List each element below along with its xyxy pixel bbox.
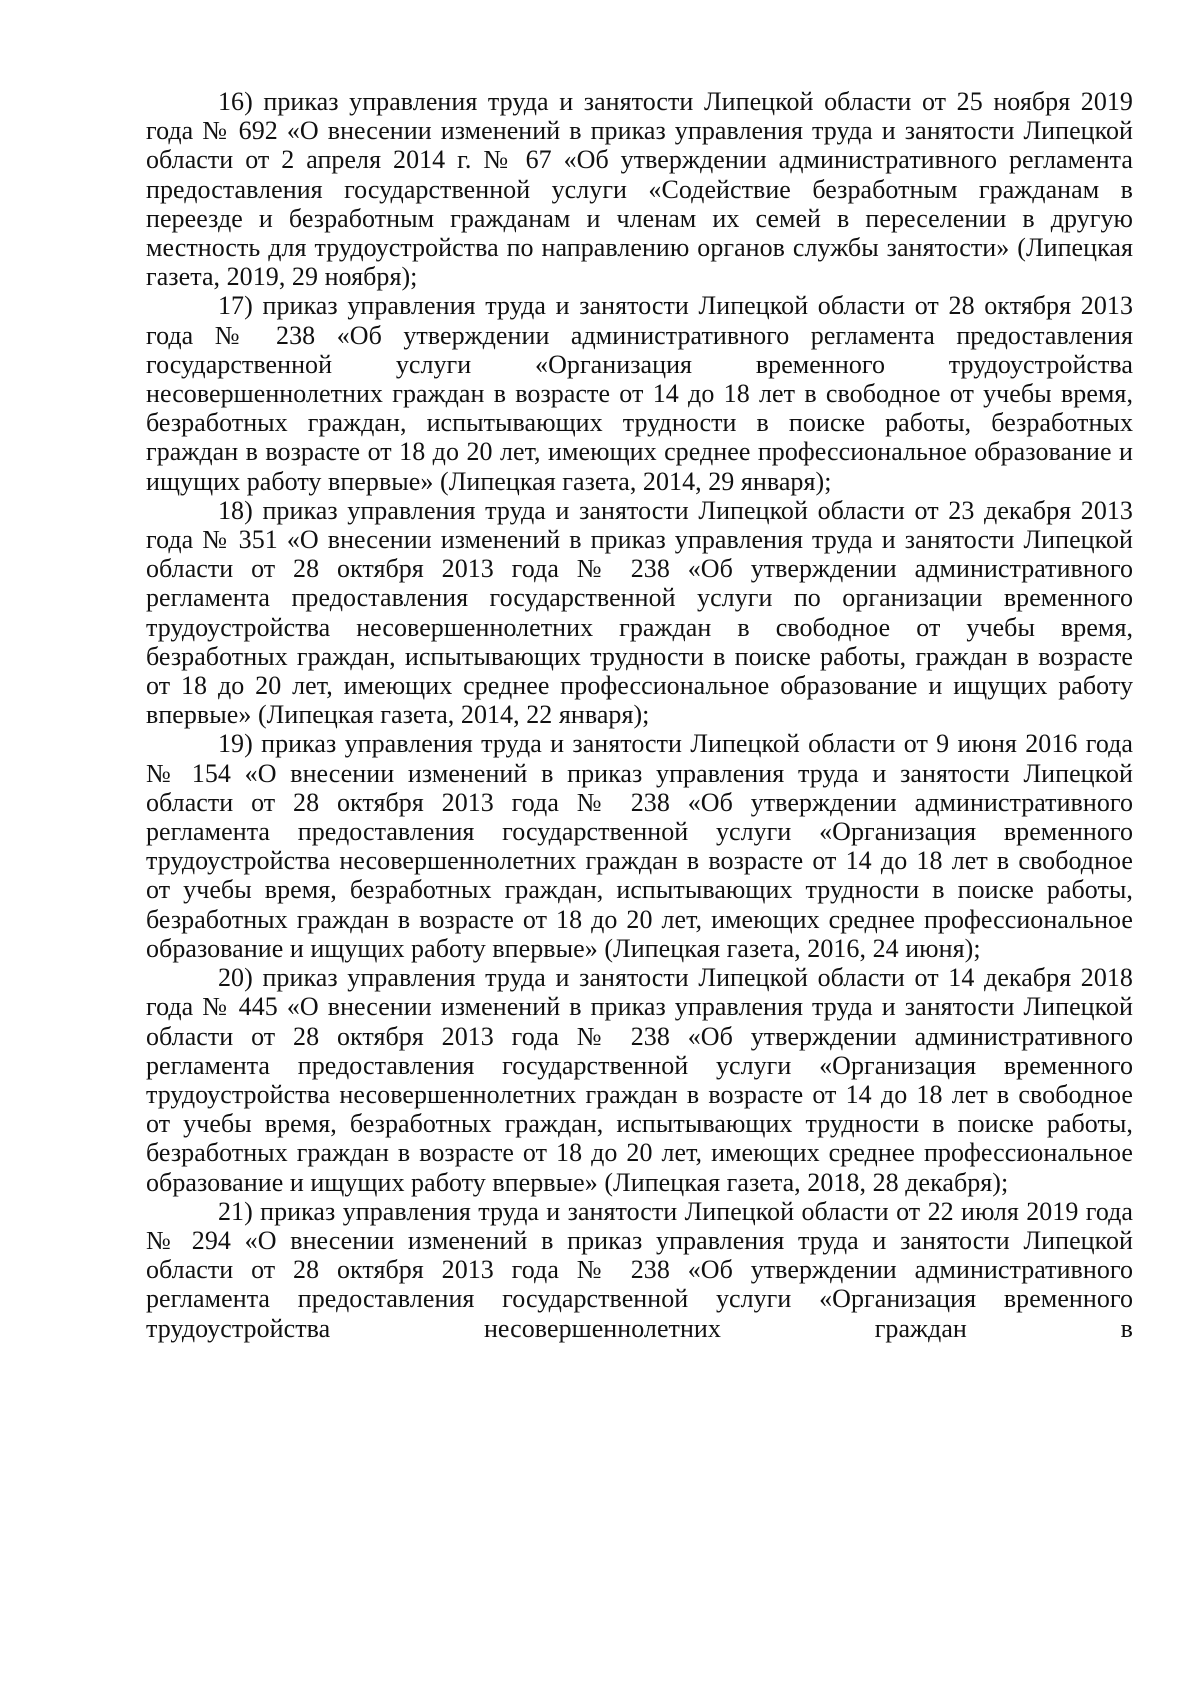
list-item-17: 17) приказ управления труда и занятости Липецкой области от 28 октября 2013 года № 238 «Об утверждении административного регламента предоставления государственной услуги «Организация временного трудоустройства несовершеннолетних граждан в возрасте от 14 до 18 лет в свободное от учебы время, безработных граждан, испытывающих трудности в поиске работы, безработных граждан в возрасте от 18 до 20 лет, имеющих среднее профессиональное образование и ищущих работу впервые» (Липецкая газета, 2014, 29 января); [146,291,1133,496]
list-item-20: 20) приказ управления труда и занятости Липецкой области от 14 декабря 2018 года № 445 «О внесении изменений в приказ управления труда и занятости Липецкой области от 28 октября 2013 года № 238 «Об утверждении административного регламента предоставления государственной услуги «Организация временного трудоустройства несовершеннолетних граждан в возрасте от 14 до 18 лет в свободное от учебы время, безработных граждан, испытывающих трудности в поиске работы, безработных граждан в возрасте от 18 до 20 лет, имеющих среднее профессиональное образование и ищущих работу впервые» (Липецкая газета, 2018, 28 декабря); [146,963,1133,1197]
list-item-19: 19) приказ управления труда и занятости Липецкой области от 9 июня 2016 года № 154 «О внесении изменений в приказ управления труда и занятости Липецкой области от 28 октября 2013 года № 238 «Об утверждении административного регламента предоставления государственной услуги «Организация временного трудоустройства несовершеннолетних граждан в возрасте от 14 до 18 лет в свободное от учебы время, безработных граждан, испытывающих трудности в поиске работы, безработных граждан в возрасте от 18 до 20 лет, имеющих среднее профессиональное образование и ищущих работу впервые» (Липецкая газета, 2016, 24 июня); [146,729,1133,963]
list-item-21: 21) приказ управления труда и занятости Липецкой области от 22 июля 2019 года № 294 «О внесении изменений в приказ управления труда и занятости Липецкой области от 28 октября 2013 года № 238 «Об утверждении административного регламента предоставления государственной услуги «Организация временного трудоустройства несовершеннолетних граждан в [146,1196,1133,1343]
list-item-18: 18) приказ управления труда и занятости Липецкой области от 23 декабря 2013 года № 351 «О внесении изменений в приказ управления труда и занятости Липецкой области от 28 октября 2013 года № 238 «Об утверждении административного регламента предоставления государственной услуги по организации временного трудоустройства несовершеннолетних граждан в свободное от учебы время, безработных граждан, испытывающих трудности в поиске работы, граждан в возрасте от 18 до 20 лет, имеющих среднее профессиональное образование и ищущих работу впервые» (Липецкая газета, 2014, 22 января); [146,495,1133,730]
list-item-16: 16) приказ управления труда и занятости Липецкой области от 25 ноября 2019 года № 692 «О внесении изменений в приказ управления труда и занятости Липецкой области от 2 апреля 2014 г. № 67 «Об утверждении административного регламента предоставления государственной услуги «Содействие безработным гражданам в переезде и безработным гражданам и членам их семей в переселении в другую местность для трудоустройства по направлению органов службы занятости» (Липецкая газета, 2019, 29 ноября); [146,87,1133,292]
document-body [146,87,1133,1343]
